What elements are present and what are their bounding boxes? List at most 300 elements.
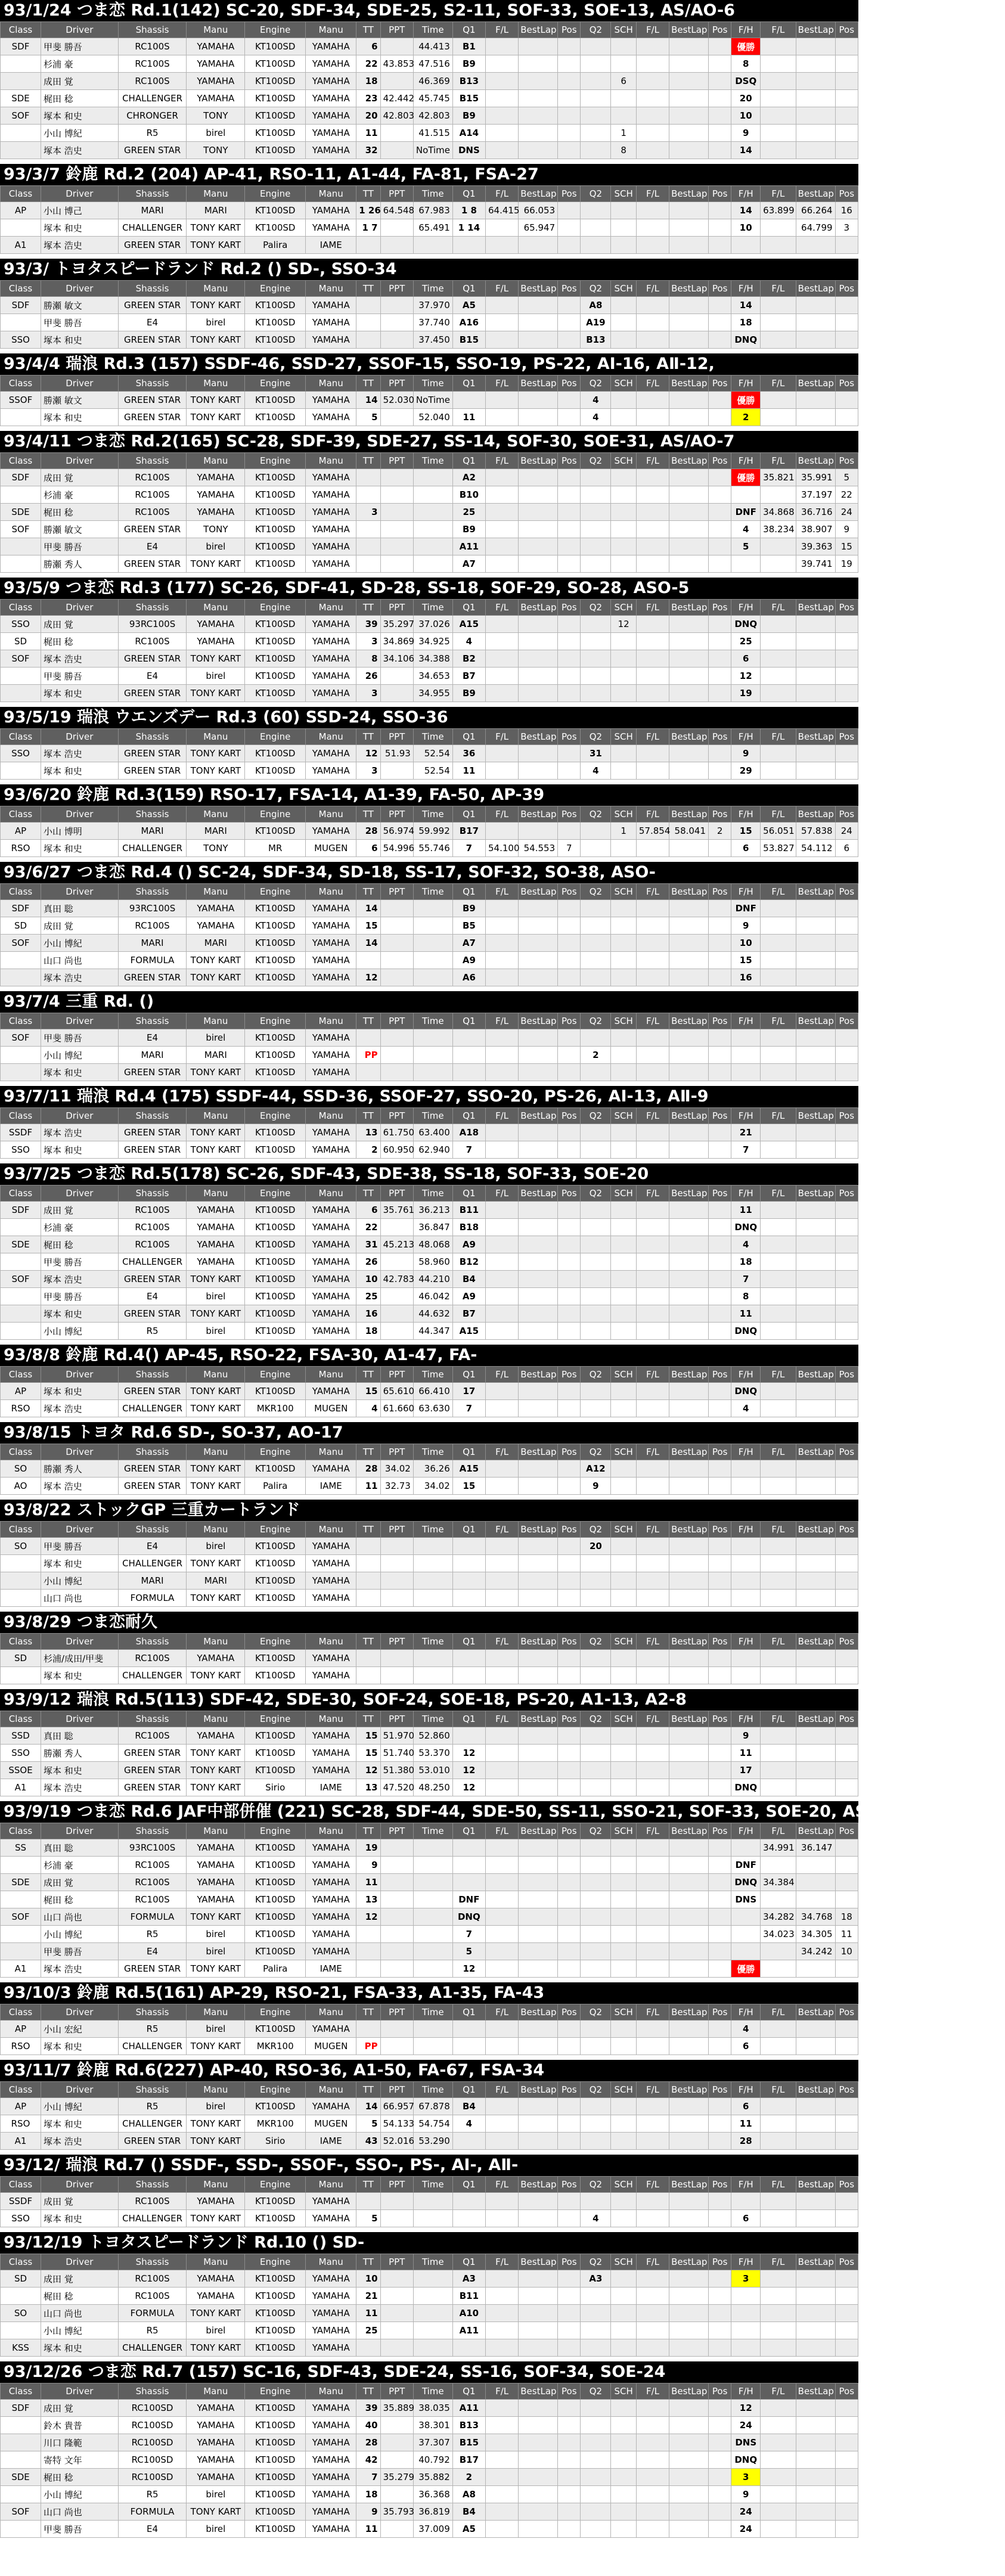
table-cell [761,1478,796,1495]
column-header: SCH [611,1013,637,1029]
column-header: BestLap [519,729,558,745]
table-cell: 37.197 [796,486,835,504]
table-cell [380,2288,413,2305]
column-header: BestLap [519,453,558,469]
column-header: TT [356,1823,380,1839]
table-cell [835,297,858,314]
column-header: Pos [709,281,731,297]
table-cell [669,840,709,857]
table-cell [486,2270,519,2288]
table-cell: YAMAHA [187,633,245,650]
table-cell: 9 [731,2486,761,2503]
table-cell: 15 [731,952,761,969]
table-cell: YAMAHA [187,486,245,504]
table-cell [486,685,519,702]
table-cell: B9 [452,685,485,702]
table-cell: 小山 博紀 [41,935,119,952]
table-cell [486,2322,519,2339]
table-cell [709,2210,731,2227]
column-header: F/L [636,1634,669,1650]
table-cell: DNS [452,142,485,159]
table-cell [761,1745,796,1762]
table-row [1,409,858,426]
table-cell: B9 [452,900,485,917]
column-header: F/H [731,2004,761,2021]
column-header: Manu [187,453,245,469]
column-header: F/L [486,2082,519,2098]
table-cell [1,142,41,159]
column-header: Class [1,2383,41,2400]
column-header: F/H [731,1108,761,1124]
table-cell [709,202,731,219]
table-cell: YAMAHA [187,55,245,73]
column-header: Time [413,1711,452,1727]
table-cell [380,142,413,159]
table-cell [380,2322,413,2339]
column-header: F/H [731,1823,761,1839]
column-header: Driver [41,375,119,392]
column-header: TT [356,1634,380,1650]
table-cell: B17 [452,823,485,840]
table-cell: MARI [118,935,187,952]
table-cell [581,2021,611,2038]
table-cell [636,1400,669,1417]
table-row [1,38,858,55]
table-cell [731,1555,761,1572]
table-cell [519,1305,558,1323]
table-cell: YAMAHA [306,685,356,702]
table-cell [519,38,558,55]
table-cell [731,1029,761,1047]
table-cell: 6 [356,840,380,857]
column-header: Pos [835,2082,858,2098]
header-row [1,453,858,469]
table-cell: B7 [452,668,485,685]
table-cell: CHALLENGER [118,1555,187,1572]
table-cell [709,142,731,159]
column-header: Manu [187,22,245,38]
table-row [1,1253,858,1271]
table-cell [486,2305,519,2322]
table-cell: 11 [731,2115,761,2133]
table-cell: 11 [452,762,485,780]
table-cell [731,237,761,254]
table-cell [611,2434,637,2451]
table-cell [761,2339,796,2357]
table-cell [835,1236,858,1253]
table-cell [519,969,558,986]
column-header: Pos [709,729,731,745]
column-header: Pos [558,806,581,823]
table-cell: MUGEN [306,2038,356,2055]
table-cell [731,2322,761,2339]
column-header: Shassis [118,1823,187,1839]
table-cell [636,969,669,986]
table-row [1,616,858,633]
table-cell [486,73,519,90]
column-header: F/L [761,2177,796,2193]
table-cell: 36.716 [796,504,835,521]
table-cell [519,1047,558,1064]
table-cell: 成田 覚 [41,2193,119,2210]
table-cell [835,1762,858,1779]
table-cell: E4 [118,314,187,331]
table-cell: KT100SD [245,1891,306,1908]
table-cell [519,823,558,840]
table-cell [558,2288,581,2305]
column-header: Time [413,1444,452,1460]
table-cell [1,314,41,331]
column-header: Pos [558,1444,581,1460]
table-cell: KT100SD [245,409,306,426]
table-cell [709,2400,731,2417]
table-cell: IAME [306,237,356,254]
table-cell: YAMAHA [306,486,356,504]
table-cell [709,1124,731,1141]
table-cell: birel [187,1538,245,1555]
table-cell: KT100SD [245,668,306,685]
table-cell [413,1908,452,1926]
table-cell: A5 [452,2521,485,2538]
table-cell [709,1478,731,1495]
table-cell [558,2210,581,2227]
table-cell [796,2503,835,2521]
table-cell: KT100SD [245,1590,306,1607]
table-cell [486,331,519,349]
race-title: 93/6/20 鈴鹿 Rd.3(159) RSO-17, FSA-14, A1-39, FA-50, AP-39 [0,784,858,806]
table-cell [636,55,669,73]
table-cell [558,1141,581,1159]
table-row [1,1943,858,1960]
table-cell: 12 [611,616,637,633]
table-cell [835,142,858,159]
table-cell: 38.907 [796,521,835,538]
table-cell: YAMAHA [306,538,356,555]
table-cell: 28 [356,823,380,840]
table-cell [761,1271,796,1288]
table-cell [636,2288,669,2305]
table-cell: KT100SD [245,2521,306,2538]
table-cell [611,1202,637,1219]
table-cell [636,1124,669,1141]
column-header: TT [356,1444,380,1460]
table-cell [669,331,709,349]
column-header: Class [1,729,41,745]
table-cell: 34.106 [380,650,413,668]
table-cell [519,2098,558,2115]
column-header: Manu [306,375,356,392]
column-header: F/L [486,1108,519,1124]
table-cell: KT100SD [245,38,306,55]
table-cell [581,2400,611,2417]
column-header: Engine [245,22,306,38]
table-cell [761,107,796,125]
table-cell: 58.041 [669,823,709,840]
column-header: F/H [731,281,761,297]
table-cell [796,1202,835,1219]
column-header: Manu [187,2004,245,2021]
table-row [1,392,858,409]
table-cell: YAMAHA [306,2210,356,2227]
table-cell [486,125,519,142]
column-header: F/L [761,186,796,202]
table-cell [413,1960,452,1978]
table-cell [636,314,669,331]
column-header: Manu [187,1108,245,1124]
column-header: PPT [380,729,413,745]
column-header: Pos [558,453,581,469]
table-cell [709,668,731,685]
table-cell: KT100SD [245,504,306,521]
column-header: F/L [761,1013,796,1029]
table-cell [519,685,558,702]
table-cell: 塚本 浩史 [41,1271,119,1288]
table-cell: 67.878 [413,2098,452,2115]
table-cell: SSO [1,745,41,762]
table-cell [611,486,637,504]
table-cell: birel [187,2021,245,2038]
table-cell: 53.010 [413,1762,452,1779]
race-section [0,431,858,573]
table-cell: SSD [1,1727,41,1745]
table-cell: 24 [731,2503,761,2521]
table-row [1,1323,858,1340]
column-header: TT [356,2254,380,2270]
table-row [1,2503,858,2521]
column-header: Pos [835,375,858,392]
table-row [1,2115,858,2133]
table-cell: birel [187,538,245,555]
table-cell: 52.54 [413,745,452,762]
table-cell [835,1891,858,1908]
table-cell [731,1667,761,1684]
column-header: Pos [558,2254,581,2270]
table-cell [486,2486,519,2503]
table-cell: IAME [306,1779,356,1796]
column-header: SCH [611,22,637,38]
column-header: Q1 [452,1522,485,1538]
race-section [0,2232,858,2357]
table-cell: 塚本 和史 [41,331,119,349]
table-cell: KT100SD [245,486,306,504]
column-header: Manu [187,1823,245,1839]
column-header: F/H [731,1522,761,1538]
table-cell [761,1064,796,1081]
table-cell [380,900,413,917]
column-header: Q2 [581,1185,611,1202]
table-cell: YAMAHA [306,1650,356,1667]
table-cell: birel [187,1288,245,1305]
column-header: TT [356,22,380,38]
table-cell [380,1219,413,1236]
table-cell [1,2521,41,2538]
table-cell [413,2021,452,2038]
table-cell [636,38,669,55]
column-header: F/H [731,453,761,469]
race-title: 93/7/25 つま恋 Rd.5(178) SC-26, SDF-43, SDE-38, SS-18, SOF-33, SOE-20 [0,1163,858,1185]
table-cell [796,2400,835,2417]
table-cell: GREEN STAR [118,650,187,668]
table-cell: GREEN STAR [118,1460,187,1478]
table-cell [835,2486,858,2503]
table-cell [611,745,637,762]
column-header: Q2 [581,186,611,202]
table-cell: 34.384 [761,1874,796,1891]
table-cell: A1 [1,237,41,254]
table-cell: 15 [356,1745,380,1762]
table-cell: MUGEN [306,840,356,857]
column-header: F/L [636,1444,669,1460]
table-cell: 7 [452,1141,485,1159]
column-header: Time [413,1634,452,1650]
column-header: Q2 [581,2254,611,2270]
table-cell [761,935,796,952]
table-cell: 37.307 [413,2434,452,2451]
column-header: Class [1,1444,41,1460]
table-cell [486,823,519,840]
column-header: Driver [41,806,119,823]
table-cell: 53.290 [413,2133,452,2150]
table-cell [669,2115,709,2133]
column-header: BestLap [669,453,709,469]
table-cell: RSO [1,2115,41,2133]
column-header: Pos [709,2254,731,2270]
table-cell: 塚本 和史 [41,1064,119,1081]
table-cell [611,202,637,219]
table-cell [709,650,731,668]
table-cell: 34.242 [796,1943,835,1960]
column-header: F/L [761,2004,796,2021]
table-cell: TONY KART [187,1124,245,1141]
table-cell [835,2193,858,2210]
table-cell: 甲斐 勝吾 [41,38,119,55]
table-cell: B12 [452,1253,485,1271]
table-cell: KT100SD [245,469,306,486]
table-cell: KT100SD [245,1572,306,1590]
table-cell: 12 [452,1745,485,1762]
table-cell [581,1891,611,1908]
table-cell [669,219,709,237]
table-cell [611,538,637,555]
table-cell: 64.548 [380,202,413,219]
table-cell: SO [1,2305,41,2322]
table-cell [796,314,835,331]
table-cell [413,1572,452,1590]
table-cell [486,745,519,762]
table-cell [558,125,581,142]
table-cell [669,73,709,90]
table-cell [796,1538,835,1555]
column-header: SCH [611,1711,637,1727]
column-header: Q1 [452,806,485,823]
table-cell: 3 [731,2469,761,2486]
table-cell: YAMAHA [187,616,245,633]
table-cell: 塚本 和史 [41,107,119,125]
table-cell [558,331,581,349]
column-header: F/L [761,1108,796,1124]
table-cell: SD [1,633,41,650]
table-cell: 11 [731,1745,761,1762]
column-header: F/L [636,1185,669,1202]
table-cell: 小山 博紀 [41,1323,119,1340]
column-header: Pos [835,1522,858,1538]
race-title: 93/8/15 トヨタ Rd.6 SD-, SO-37, AO-17 [0,1422,858,1444]
table-cell: KT100SD [245,1288,306,1305]
column-header: BestLap [519,806,558,823]
table-cell [796,2486,835,2503]
table-row [1,1908,858,1926]
table-cell [835,1779,858,1796]
table-cell [636,745,669,762]
table-cell [611,2193,637,2210]
table-cell: RC100S [118,1236,187,1253]
table-cell [636,1667,669,1684]
table-cell: YAMAHA [306,1271,356,1288]
table-cell: B9 [452,55,485,73]
column-header: PPT [380,453,413,469]
table-cell [835,2210,858,2227]
table-cell: RC100S [118,1202,187,1219]
column-header: Pos [558,1367,581,1383]
table-cell [796,2469,835,2486]
table-cell: YAMAHA [306,1874,356,1891]
column-header: BestLap [796,1711,835,1727]
table-cell [731,1943,761,1960]
table-cell [452,1857,485,1874]
table-cell [1,1891,41,1908]
table-cell [486,2451,519,2469]
table-row [1,1960,858,1978]
table-cell: 小山 博紀 [41,1047,119,1064]
column-header: PPT [380,1634,413,1650]
table-cell [796,392,835,409]
column-header: Q2 [581,806,611,823]
table-cell [486,1141,519,1159]
column-header: F/H [731,2383,761,2400]
table-cell [519,90,558,107]
table-cell [636,2486,669,2503]
table-cell: CHRONGER [118,107,187,125]
table-cell: KT100SD [245,1538,306,1555]
results-table [0,280,858,349]
column-header: Pos [558,729,581,745]
table-cell [380,1667,413,1684]
column-header: SCH [611,884,637,900]
table-cell [835,650,858,668]
race-section [0,0,858,159]
table-cell: YAMAHA [306,2451,356,2469]
header-row [1,884,858,900]
table-cell [669,2486,709,2503]
table-cell [558,2417,581,2434]
table-cell [709,685,731,702]
table-cell: YAMAHA [306,331,356,349]
table-cell [669,486,709,504]
table-cell: YAMAHA [306,1141,356,1159]
column-header: F/L [761,2082,796,2098]
table-cell: KT100SD [245,1253,306,1271]
race-section [0,1689,858,1796]
table-cell [669,1555,709,1572]
table-cell: KT100SD [245,1926,306,1943]
table-cell: 1 14 [452,219,485,237]
column-header: Time [413,2383,452,2400]
column-header: Manu [187,884,245,900]
table-cell [669,1926,709,1943]
table-cell: 64.415 [486,202,519,219]
table-cell: 成田 覚 [41,1874,119,1891]
column-header: Manu [306,2082,356,2098]
